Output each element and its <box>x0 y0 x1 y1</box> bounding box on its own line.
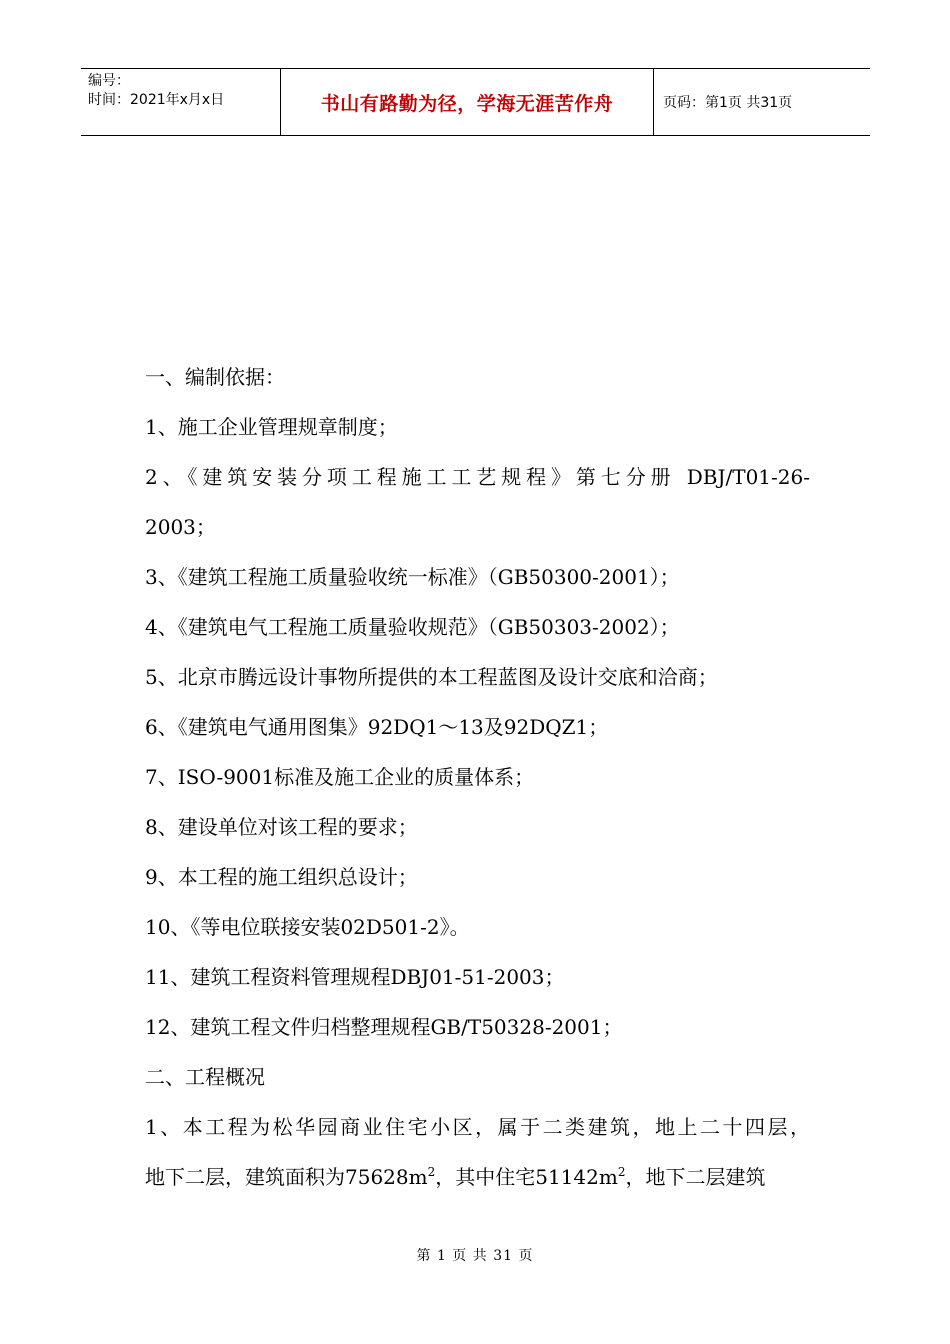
basis-item: 12、建筑工程文件归档整理规程GB/T50328-2001； <box>145 1015 623 1039</box>
basis-item: 1、施工企业管理规章制度； <box>145 415 398 439</box>
overview-paragraph: 1、本工程为松华园商业住宅小区，属于二类建筑，地上二十四层， <box>145 1115 810 1139</box>
document-body <box>145 352 810 1202</box>
header-meta-cell <box>81 69 281 135</box>
footer-page-number: 第 1 页 共 31 页 <box>416 1248 534 1264</box>
overview-text: 地下二层，建筑面积为75628m <box>145 1165 428 1189</box>
basis-item: 2、《建筑安装分项工程施工工艺规程》第七分册 DBJ/T01-26- <box>145 465 810 489</box>
document-number-label: 编号： <box>88 73 130 89</box>
superscript: 2 <box>617 1165 626 1179</box>
overview-paragraph-continuation <box>145 1152 810 1202</box>
basis-item-continuation: 2003； <box>145 515 216 539</box>
basis-item: 4、《建筑电气工程施工质量验收规范》（GB50303-2002）； <box>145 615 680 639</box>
header-page-cell <box>654 69 870 135</box>
basis-item: 11、建筑工程资料管理规程DBJ01-51-2003； <box>145 965 565 989</box>
superscript: 2 <box>427 1165 436 1179</box>
basis-item: 9、本工程的施工组织总设计； <box>145 865 418 889</box>
basis-item: 10、《等电位联接安装02D501-2》。 <box>145 915 470 939</box>
section-heading: 二、工程概况 <box>145 1065 265 1089</box>
header-motto: 书山有路勤为径，学海无涯苦作舟 <box>320 92 614 115</box>
basis-item: 7、ISO-9001标准及施工企业的质量体系； <box>145 765 535 789</box>
page-footer <box>0 1245 950 1265</box>
overview-text: ，其中住宅51142m <box>435 1165 618 1189</box>
section-heading: 一、编制依据： <box>145 365 285 389</box>
header-page-info: 页码：第1页 共31页 <box>663 95 793 111</box>
overview-text: ，地下二层建筑 <box>625 1165 766 1189</box>
basis-item: 5、北京市腾远设计事物所提供的本工程蓝图及设计交底和洽商； <box>145 665 718 689</box>
document-header <box>81 68 870 136</box>
document-date: 时间：2021年x月x日 <box>88 92 225 108</box>
header-motto-cell <box>281 69 654 135</box>
basis-item: 3、《建筑工程施工质量验收统一标准》（GB50300-2001）； <box>145 565 680 589</box>
basis-item: 8、建设单位对该工程的要求； <box>145 815 418 839</box>
basis-item: 6、《建筑电气通用图集》92DQ1～13及92DQZ1； <box>145 715 609 739</box>
